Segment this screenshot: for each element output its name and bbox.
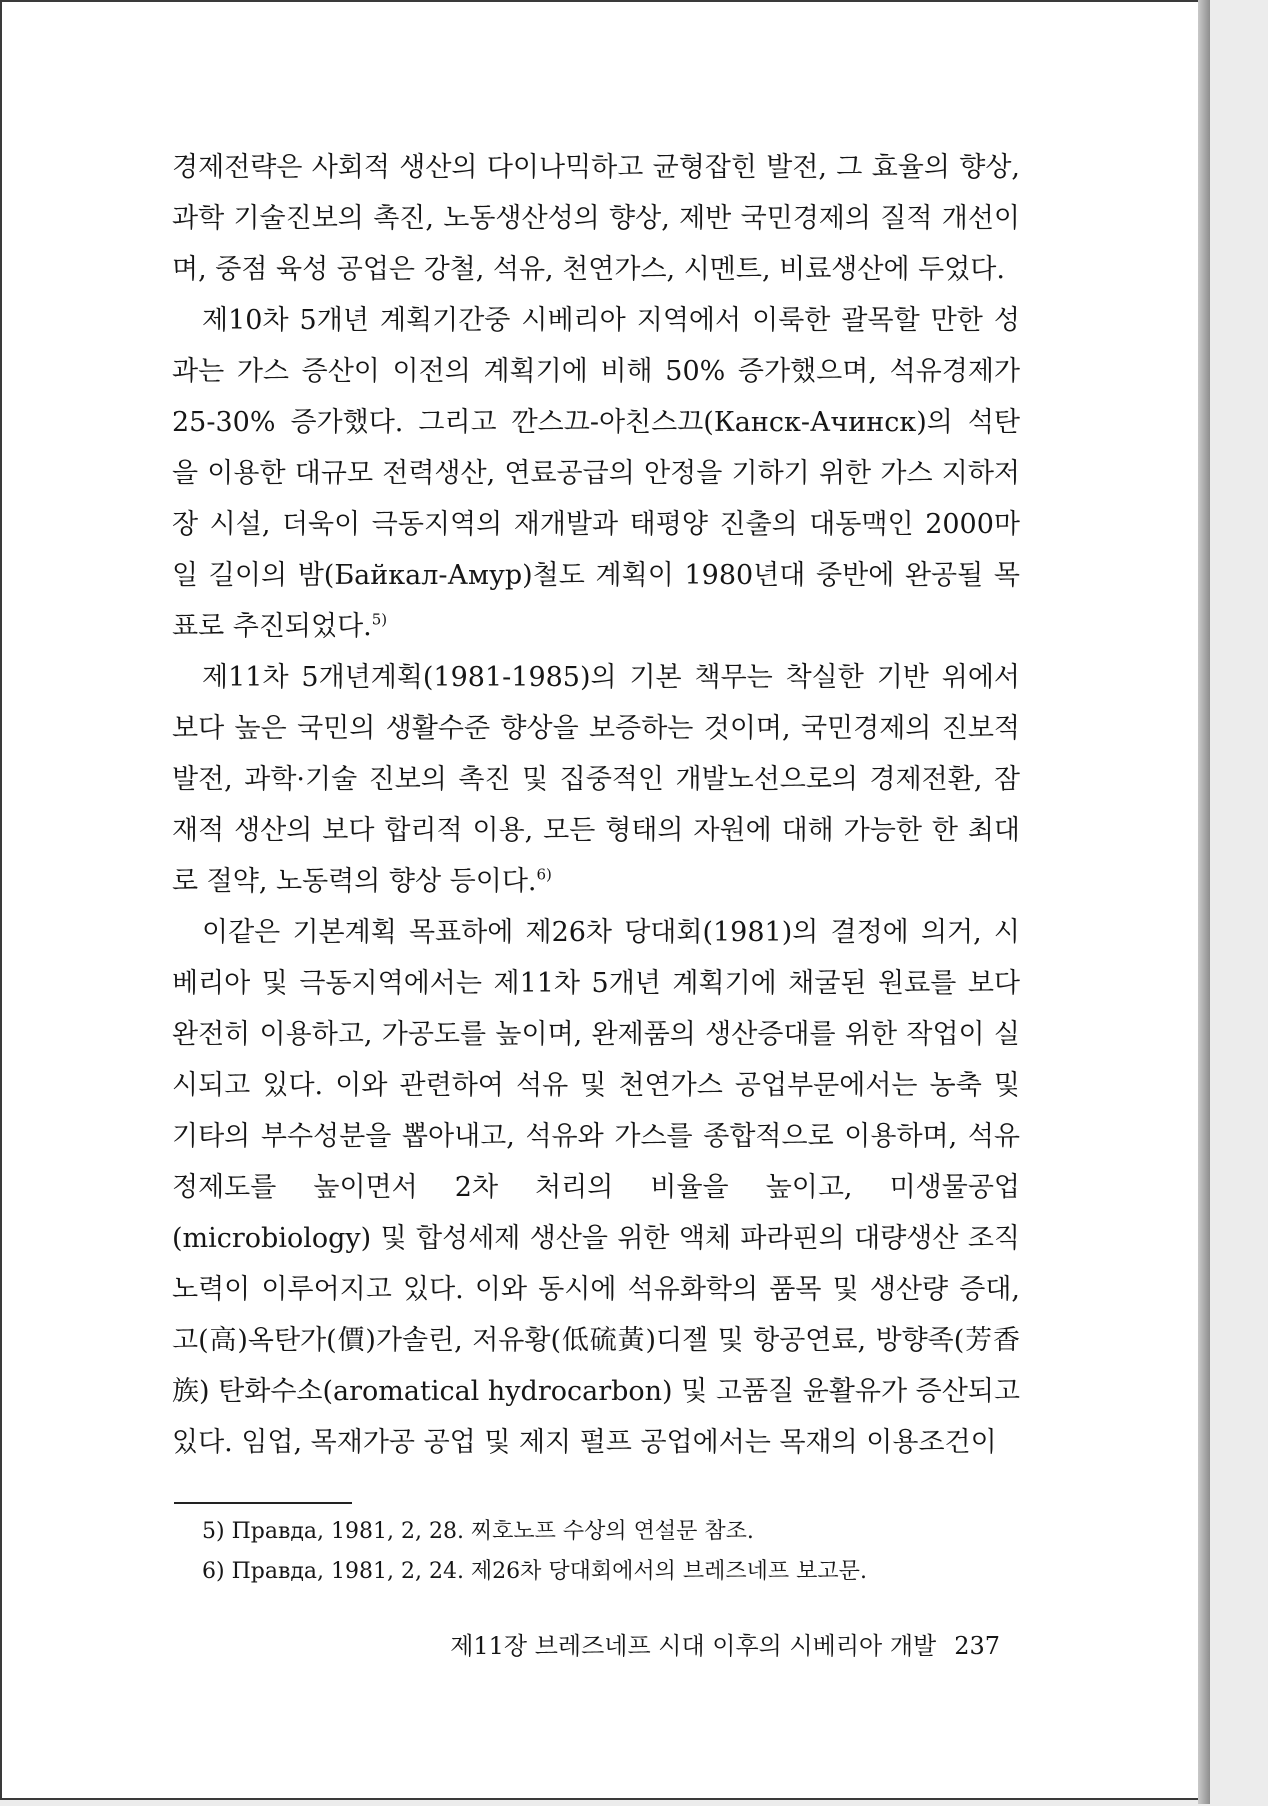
footnote-6: 6) Правда, 1981, 2, 24. 제26차 당대회에서의 브레즈네프 보고문. xyxy=(202,1559,867,1584)
body-text xyxy=(172,142,1020,1468)
footnote-divider xyxy=(174,1502,352,1504)
footnote-5: 5) Правда, 1981, 2, 28. 찌호노프 수상의 연설문 참조. xyxy=(202,1519,754,1544)
footnote-ref-6[interactable]: 6) xyxy=(536,865,552,884)
paragraph-3: 제11차 5개년계획(1981-1985)의 기본 책무는 착실한 기반 위에서 보다 높은 국민의 생활수준 향상을 보증하는 것이며, 국민경제의 진보적 발전, 과학·기술 진보의 촉진 및 집중적인 개발노선으로의 경제전환, 잠재적 생산의 보다 합리적 이용, 모든 형태의 자원에 대해 가능한 한 최대로 절약, 노동력의 향상 등이다.$^{6)}$ xyxy=(172,662,1020,897)
chapter-title: 제11장 브레즈네프 시대 이후의 시베리아 개발 xyxy=(450,1632,937,1660)
footnote-ref-5[interactable]: 5) xyxy=(371,610,388,629)
running-footer xyxy=(420,1626,1000,1661)
paragraph-2: 제10차 5개년 계획기간중 시베리아 지역에서 이룩한 괄목할 만한 성과는 가스 증산이 이전의 계획기에 비해 50% 증가했으며, 석유경제가 25-30% 증가했다. 그리고 깐스끄-아친스끄(Канск-Ачинск)의 석탄을 이용한 대규모 전력생산, 연료공급의 안정을 기하기 위한 가스 지하저장 시설, 더욱이 극동지역의 재개발과 태평양 진출의 대동맥인 2000마일 길이의 밤(Байкал-Амур)철도 계획이 1980년대 중반에 완공될 목표로 추진되었다.$^{5)}$ xyxy=(172,305,1020,642)
paragraph-1: 경제전략은 사회적 생산의 다이나믹하고 균형잡힌 발전, 그 효율의 향상, 과학 기술진보의 촉진, 노동생산성의 향상, 제반 국민경제의 질적 개선이며, 중점 육성 공업은 강철, 석유, 천연가스, 시멘트, 비료생산에 두었다. xyxy=(172,152,1020,285)
footnotes xyxy=(202,1512,1022,1592)
page-edge xyxy=(1198,0,1210,1804)
page-number: 237 xyxy=(954,1632,1000,1660)
paragraph-4: 이같은 기본계획 목표하에 제26차 당대회(1981)의 결정에 의거, 시베리아 및 극동지역에서는 제11차 5개년 계획기에 채굴된 원료를 보다 완전히 이용하고, 가공도를 높이며, 완제품의 생산증대를 위한 작업이 실시되고 있다. 이와 관련하여 석유 및 천연가스 공업부문에서는 농축 및 기타의 부수성분을 뽑아내고, 석유와 가스를 종합적으로 이용하며, 석유정제도를 높이면서 2차 처리의 비율을 높이고, 미생물공업(microbiology) 및 합성세제 생산을 위한 액체 파라핀의 대량생산 조직노력이 이루어지고 있다. 이와 동시에 석유화학의 품목 및 생산량 증대, 고(高)옥탄가(價)가솔린, 저유황(低硫黃)디젤 및 항공연료, 방향족(芳香族) 탄화수소(aromatical hydrocarbon) 및 고품질 윤활유가 증산되고 있다. 임업, 목재가공 공업 및 제지 펄프 공업에서는 목재의 이용조건이 xyxy=(172,917,1020,1458)
